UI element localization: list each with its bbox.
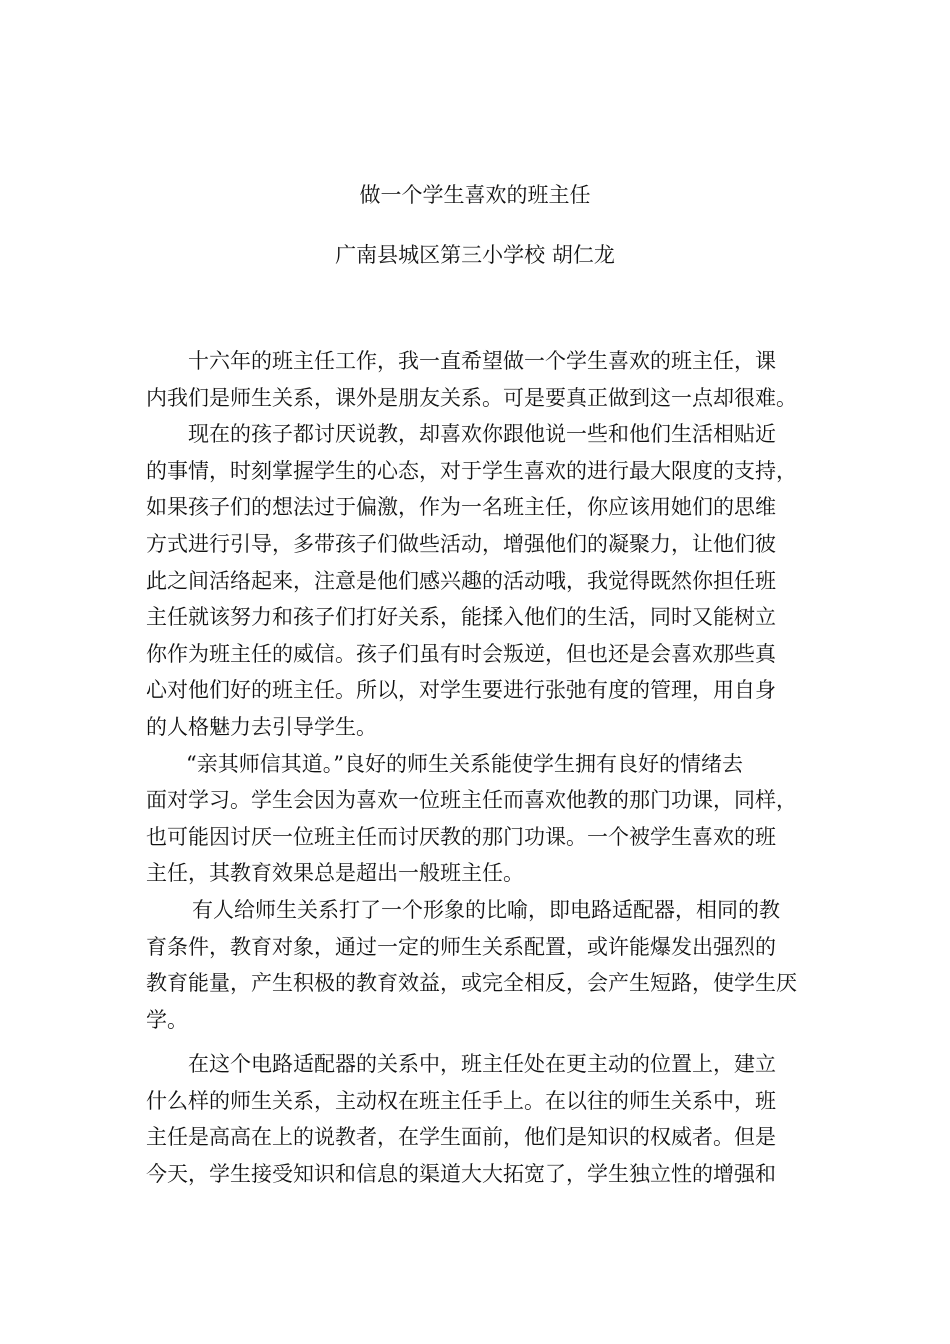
text-line: 主任是高高在上的说教者，在学生面前，他们是知识的权威者。但是 — [146, 1125, 776, 1150]
text-line: 的事情，时刻掌握学生的心态，对于学生喜欢的进行最大限度的支持， — [146, 458, 797, 483]
text-line: 有人给师生关系打了一个形象的比喻，即电路适配器，相同的教 — [192, 897, 780, 922]
document-title: 做一个学生喜欢的班主任 — [359, 183, 591, 207]
text-line: 此之间活络起来，注意是他们感兴趣的活动哦，我觉得既然你担任班 — [146, 568, 776, 593]
text-line: 育条件，教育对象，通过一定的师生关系配置，或许能爆发出强烈的 — [146, 934, 776, 959]
document-byline: 广南县城区第三小学校 胡仁龙 — [335, 243, 615, 267]
text-line: 的人格魅力去引导学生。 — [146, 714, 377, 739]
text-line: 面对学习。学生会因为喜欢一位班主任而喜欢他教的那门功课，同样， — [146, 788, 797, 813]
text-line: “亲其师信其道。”良好的师生关系能使学生拥有良好的情绪去 — [186, 751, 743, 776]
text-line: 现在的孩子都讨厌说教，却喜欢你跟他说一些和他们生活相贴近 — [188, 422, 776, 447]
text-line: 在这个电路适配器的关系中，班主任处在更主动的位置上，建立 — [188, 1052, 776, 1077]
text-line: 方式进行引导，多带孩子们做些活动，增强他们的凝聚力，让他们彼 — [146, 531, 776, 556]
text-line: 教育能量，产生积极的教育效益，或完全相反，会产生短路，使学生厌 — [146, 971, 797, 996]
text-line: 你作为班主任的威信。孩子们虽有时会叛逆，但也还是会喜欢那些真 — [146, 641, 776, 666]
text-line: 内我们是师生关系，课外是朋友关系。可是要真正做到这一点却很难。 — [146, 385, 797, 410]
text-line: 心对他们好的班主任。所以，对学生要进行张弛有度的管理，用自身 — [146, 678, 776, 703]
text-line: 学。 — [146, 1007, 188, 1032]
text-line: 什么样的师生关系，主动权在班主任手上。在以往的师生关系中，班 — [146, 1088, 776, 1113]
text-line: 主任就该努力和孩子们打好关系，能揉入他们的生活，同时又能树立 — [146, 605, 776, 630]
text-line: 也可能因讨厌一位班主任而讨厌教的那门功课。一个被学生喜欢的班 — [146, 824, 776, 849]
text-line: 十六年的班主任工作，我一直希望做一个学生喜欢的班主任，课 — [188, 349, 776, 373]
text-line: 如果孩子们的想法过于偏激，作为一名班主任，你应该用她们的思维 — [146, 495, 776, 520]
paragraph-gap — [146, 1038, 810, 1046]
text-line: 今天，学生接受知识和信息的渠道大大拓宽了，学生独立性的增强和 — [146, 1162, 776, 1187]
text-line: 主任，其教育效果总是超出一般班主任。 — [146, 861, 524, 886]
document-body — [146, 343, 810, 1193]
